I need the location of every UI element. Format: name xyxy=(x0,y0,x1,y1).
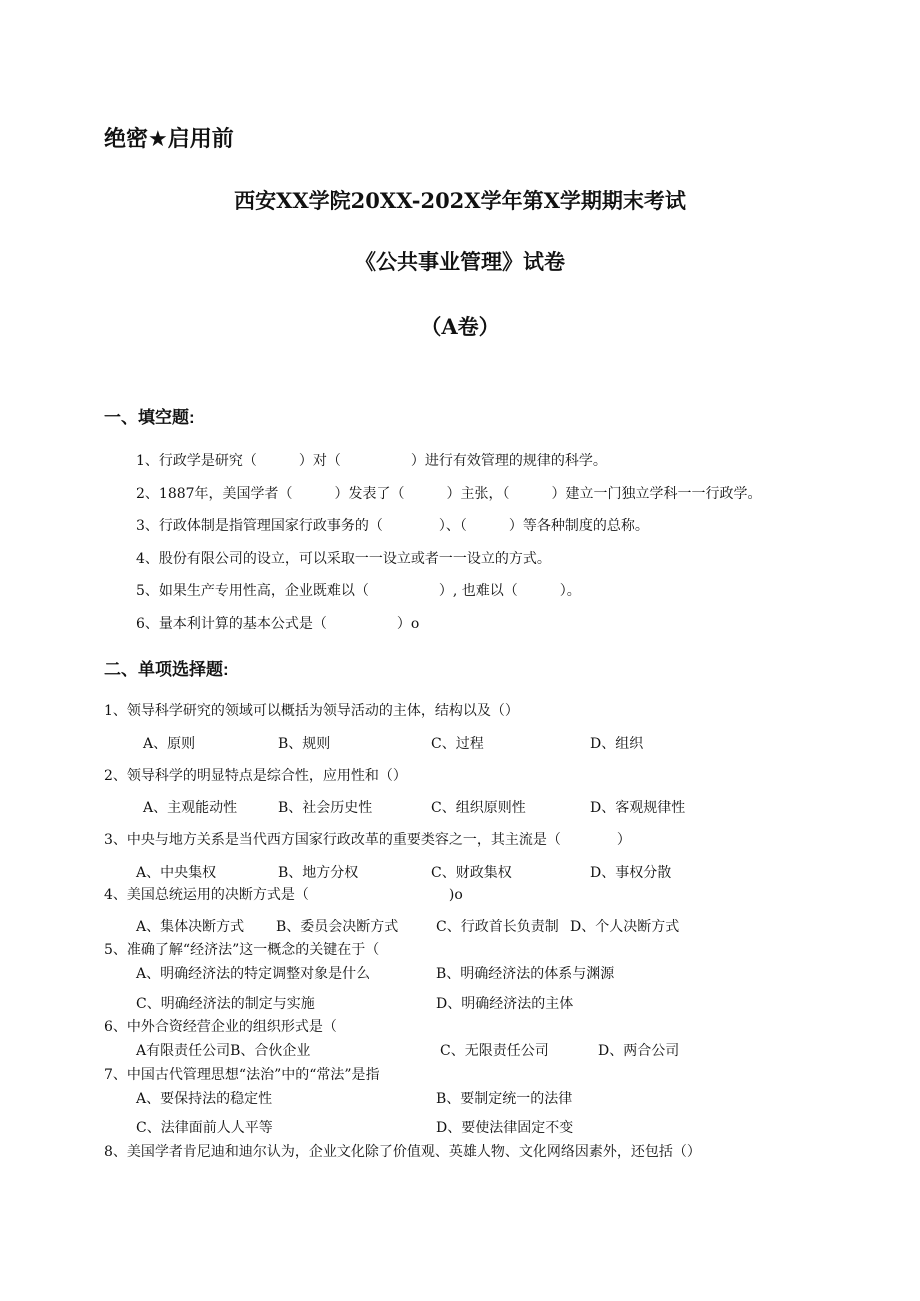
option-b: B、委员会决断方式 xyxy=(276,919,399,935)
option-b: B、地方分权 xyxy=(278,865,359,881)
option-b: B、要制定统一的法律 xyxy=(436,1091,573,1107)
question-text: 3、中央与地方关系是当代西方国家行政改革的重要类容之一，其主流是（ ） xyxy=(104,832,631,848)
section-heading-single-choice: 二、单项选择题: xyxy=(104,660,229,679)
option-a: A、要保持法的稳定性 xyxy=(136,1091,273,1107)
question-text: 2、领导科学的明显特点是综合性，应用性和（） xyxy=(104,768,407,784)
option-b: B、社会历史性 xyxy=(278,800,373,816)
section-heading-fill-blank: 一、填空题: xyxy=(104,408,195,427)
option-a: A、原则 xyxy=(143,736,196,752)
option-d: D、组织 xyxy=(590,736,644,752)
option-d: D、要使法律固定不变 xyxy=(436,1120,574,1136)
paper-version: （A卷） xyxy=(420,314,500,339)
option-c: C、无限责任公司 xyxy=(440,1043,549,1059)
option-a: A、中央集权 xyxy=(136,865,217,881)
option-a: A、主观能动性 xyxy=(143,800,238,816)
option-b: B、规则 xyxy=(278,736,331,752)
fill-blank-item: 4、股份有限公司的设立，可以采取一一设立或者一一设立的方式。 xyxy=(136,551,551,567)
fill-blank-item: 5、如果生产专用性高，企业既难以（ ）, 也难以（ ）。 xyxy=(136,583,581,599)
fill-blank-item: 2、1887年，美国学者（ ）发表了（ ）主张，（ ）建立一门独立学科一一行政学。 xyxy=(136,486,762,502)
option-c: C、明确经济法的制定与实施 xyxy=(136,996,315,1012)
exam-title: 西安XX学院20XX-202X学年第X学期期末考试 xyxy=(234,188,686,213)
option-c: C、财政集权 xyxy=(431,865,512,881)
question-text: 6、中外合资经营企业的组织形式是（ xyxy=(104,1019,337,1035)
option-d: D、客观规律性 xyxy=(590,800,686,816)
confidential-label: 绝密★启用前 xyxy=(104,126,234,151)
question-text: 7、中国古代管理思想“法治”中的“常法”是指 xyxy=(104,1067,380,1083)
option-ab: A有限责任公司B、合伙企业 xyxy=(136,1043,311,1059)
course-title: 《公共事业管理》试卷 xyxy=(355,251,565,274)
option-b: B、明确经济法的体系与渊源 xyxy=(436,966,615,982)
option-c: C、过程 xyxy=(431,736,484,752)
option-d: D、个人决断方式 xyxy=(570,919,680,935)
option-d: D、事权分散 xyxy=(590,865,672,881)
question-text: 5、准确了解“经济法”这一概念的关键在于（ xyxy=(104,942,380,958)
fill-blank-item: 1、行政学是研究（ ）对（ ）进行有效管理的规律的科学。 xyxy=(136,453,607,469)
option-a: A、集体决断方式 xyxy=(136,919,245,935)
question-text: 8、美国学者肯尼迪和迪尔认为，企业文化除了价值观、英雄人物、文化网络因素外，还包括（） xyxy=(104,1144,701,1160)
option-c: C、组织原则性 xyxy=(431,800,526,816)
fill-blank-item: 6、量本利计算的基本公式是（ ）o xyxy=(136,616,420,632)
option-d: D、明确经济法的主体 xyxy=(436,996,574,1012)
option-c: C、法律面前人人平等 xyxy=(136,1120,273,1136)
option-d: D、两合公司 xyxy=(598,1043,680,1059)
option-c: C、行政首长负责制 xyxy=(436,919,559,935)
question-text: 1、领导科学研究的领域可以概括为领导活动的主体，结构以及（） xyxy=(104,703,519,719)
fill-blank-item: 3、行政体制是指管理国家行政事务的（ ）、（ ）等各种制度的总称。 xyxy=(136,518,649,534)
option-a: A、明确经济法的特定调整对象是什么 xyxy=(136,966,371,982)
question-text: 4、美国总统运用的决断方式是（ )o xyxy=(104,887,463,903)
